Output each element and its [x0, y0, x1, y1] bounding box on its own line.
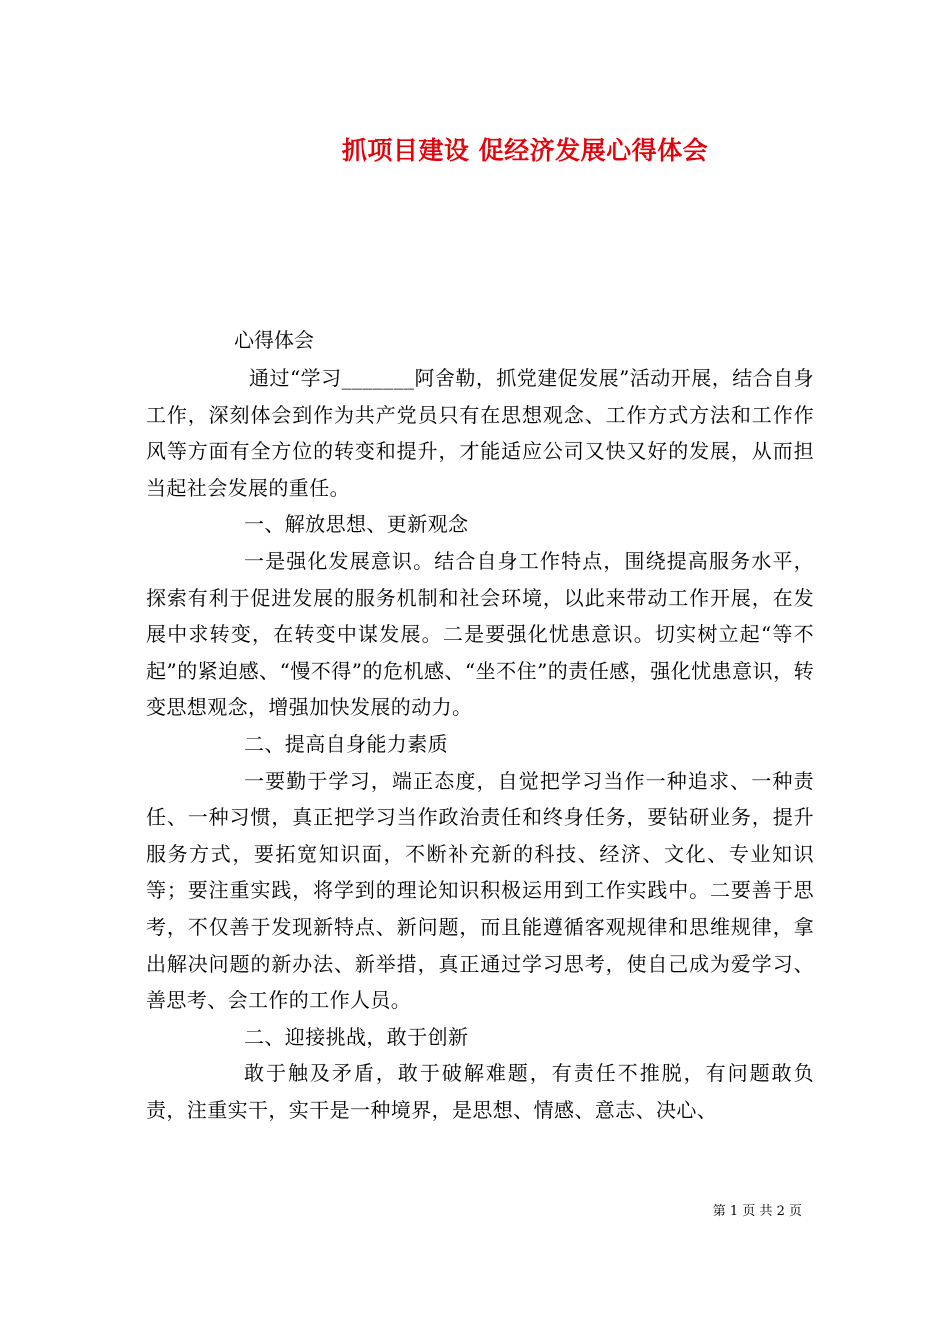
- section-label: 心得体会: [234, 328, 314, 352]
- intro-paragraph: 通过“学习_______阿舍勒，抓党建促发展”活动开展，结合自身工作，深刻体会到作为共产党员只有在思想观念、工作方式方法和工作作风等方面有全方位的转变和提升，才能适应公司又快又好的发展，从而担当起社会发展的重任。: [146, 366, 814, 500]
- section-heading-2: 二、提高自身能力素质: [244, 731, 448, 756]
- section-paragraph-2: 一要勤于学习，端正态度，自觉把学习当作一种追求、一种责任、一种习惯，真正把学习当作政治责任和终身任务，要钻研业务，提升服务方式，要拓宽知识面，不断补充新的科技、经济、文化、专业知识等；要注重实践，将学到的理论知识积极运用到工作实践中。二要善于思考，不仅善于发现新特点、新问题，而且能遵循客观规律和思维规律，拿出解决问题的新办法、新举措，真正通过学习思考，使自己成为爱学习、善思考、会工作的工作人员。: [146, 768, 814, 1013]
- section-heading-1: 一、解放思想、更新观念: [244, 512, 469, 537]
- section-paragraph-1: 一是强化发展意识。结合自身工作特点，围绕提高服务水平，探索有利于促进发展的服务机制和社会环境，以此来带动工作开展，在发展中求转变，在转变中谋发展。二是要强化忧患意识。切实树立起“等不起”的紧迫感、“慢不得”的危机感、“坐不住”的责任感，强化忧患意识，转变思想观念，增强加快发展的动力。: [146, 548, 814, 720]
- page-number-footer: 第 1 页 共 2 页: [712, 1204, 802, 1219]
- document-title: 抓项目建设 促经济发展心得体会: [341, 136, 709, 165]
- section-paragraph-3: 敢于触及矛盾，敢于破解难题，有责任不推脱，有问题敢负责，注重实干，实干是一种境界，是思想、情感、意志、决心、: [146, 1061, 814, 1122]
- section-heading-3: 二、迎接挑战，敢于创新: [244, 1024, 469, 1049]
- document-body: [146, 360, 814, 1128]
